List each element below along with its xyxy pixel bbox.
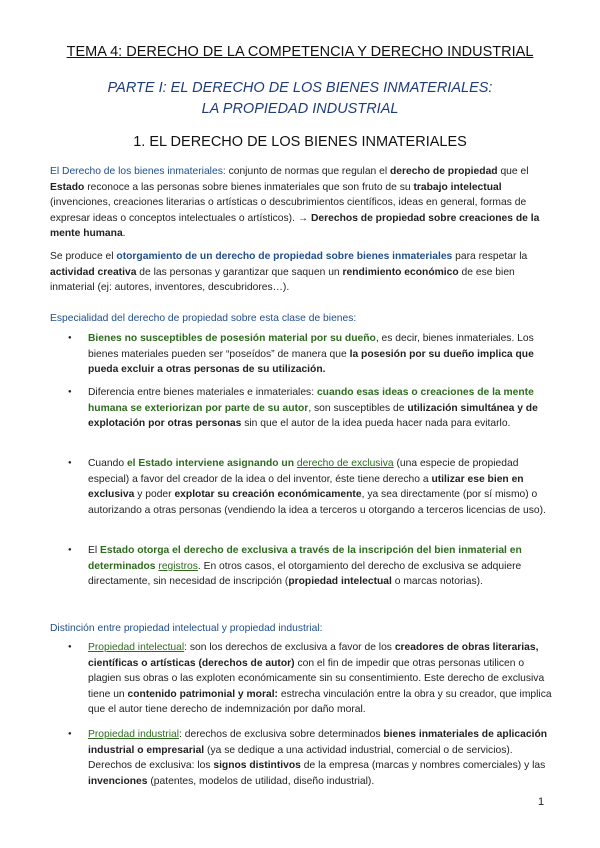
list-item: ● Cuando el Estado interviene asignando un derecho de exclusiva (una especie de propiedad especial) a favor del creador de la idea o del inventor, éste tiene derecho a utilizar ese bien en exclusiva y poder explotar su creación económicamente, ya sea directamente (por sí mismo) o autorizando a otras personas (vendiendo la idea a terceros u otorgando a terceros licencias de uso). [50,456,555,518]
list-distincion-2 [50,727,555,789]
list-item: ● Propiedad industrial: derechos de exclusiva sobre determinados bienes inmateriales de aplicación industrial o empresarial (ya se dedique a una actividad industrial, comercial o de servicios). Derechos de exclusiva: los signos distintivos de la empresa (marcas y nombres comerciales) y las invenciones (patentes, modelos de utilidad, diseño industrial). [50,727,555,789]
list-especialidad-2 [50,385,555,432]
list-especialidad-4 [50,543,555,590]
paragraph-otorgamiento: Se produce el otorgamiento de un derecho de propiedad sobre bienes inmateriales para respetar la actividad creativa de las personas y garantizar que saquen un rendimiento económico de ese bien inmaterial (ej: autores, inventores, descubridores…). [50,251,528,294]
paragraph-definition: El Derecho de los bienes inmateriales: conjunto de normas que regulan el derecho de propiedad que el Estado reconoce a las personas sobre bienes inmateriales que son fruto de su trabajo intelectual (invenciones, creaciones literarias o artísticas o descubrimientos científicos, ideas en general, formas de expresar ideas o conceptos intelectuales o artísticos). → Derechos de propiedad sobre creaciones de la mente humana. [50,166,540,240]
page-number: 1 [538,796,545,808]
list-item: ● Bienes no susceptibles de posesión material por su dueño, es decir, bienes inmateriales. Los bienes materiales pueden ser “poseídos” de manera que la posesión por su dueño implica que pueda excluir a otras personas de su utilización. [50,331,555,378]
list-item: ● El Estado otorga el derecho de exclusiva a través de la inscripción del bien inmaterial en determinados registros. En otros casos, el otorgamiento del derecho de exclusiva se adquiere directamente, sin necesidad de inscripción (propiedad intelectual o marcas notorias). [50,543,555,590]
doc-title: TEMA 4: DERECHO DE LA COMPETENCIA Y DERECHO INDUSTRIAL [66,44,534,60]
list-distincion [50,640,555,718]
list-item: ● Diferencia entre bienes materiales e inmateriales: cuando esas ideas o creaciones de la mente humana se exteriorizan por parte de su autor, son susceptibles de utilización simultánea y de explotación por otras personas sin que el autor de la idea pueda hacer nada para evitarlo. [50,385,555,432]
section-heading: 1. EL DERECHO DE LOS BIENES INMATERIALES [133,134,467,150]
subheading-especialidad: Especialidad del derecho de propiedad sobre esta clase de bienes: [50,313,357,324]
part-heading-line1: PARTE I: EL DERECHO DE LOS BIENES INMATERIALES: [107,80,493,96]
subheading-distincion: Distinción entre propiedad intelectual y propiedad industrial: [50,623,323,634]
part-heading [0,78,600,120]
list-especialidad [50,331,555,378]
list-item: ● Propiedad intelectual: son los derechos de exclusiva a favor de los creadores de obras literarias, científicas o artísticas (derechos de autor) con el fin de impedir que otras personas utilicen o plagien sus obras o las exploten económicamente sin su consentimiento. Este derecho de exclusiva tiene un contenido patrimonial y moral: estrecha vinculación entre la obra y su creador, que implica que el autor tiene derecho de indemnización por daño moral. [50,640,555,718]
part-heading-line2: LA PROPIEDAD INDUSTRIAL [201,101,399,117]
list-especialidad-3 [50,456,555,518]
